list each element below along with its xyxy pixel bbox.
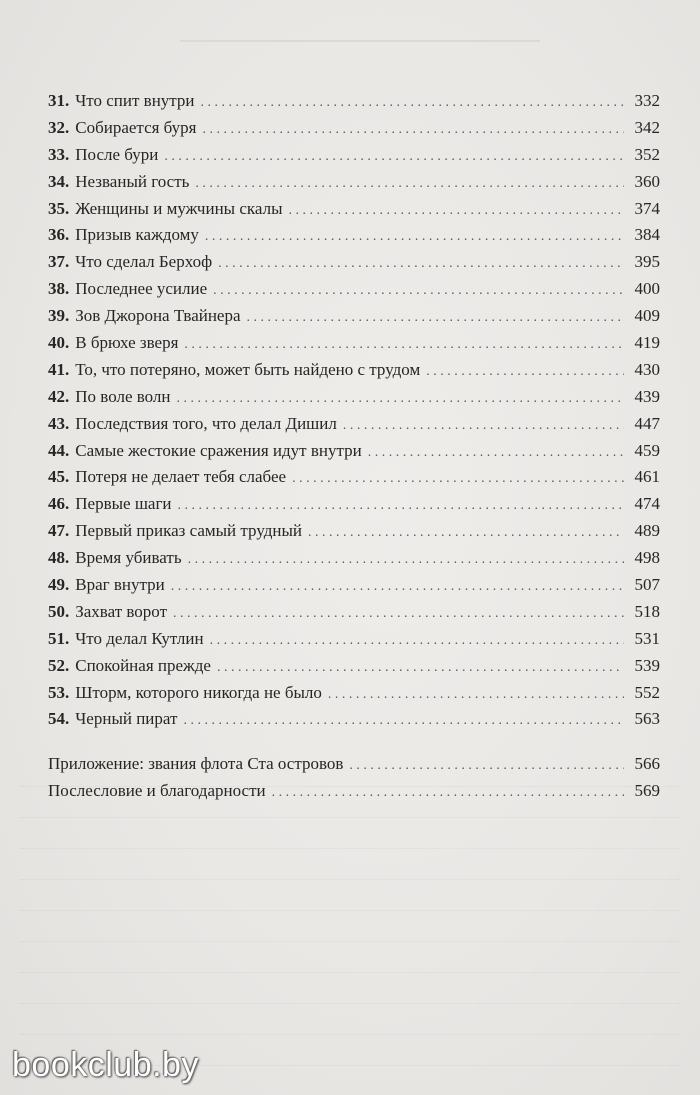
chapter-title: То, что потеряно, может быть найдено с трудом: [75, 359, 421, 379]
dot-leader: [368, 438, 624, 467]
chapter-number: 54.: [48, 709, 70, 729]
chapter-number: 43.: [48, 413, 70, 433]
toc-entry: [48, 276, 660, 303]
page-number: 374: [634, 198, 660, 218]
chapter-title: Потеря не делает тебя слабее: [75, 467, 287, 487]
toc-entry: [48, 572, 660, 599]
page-number: 332: [634, 91, 660, 110]
chapter-title: Захват ворот: [75, 601, 168, 621]
dot-leader: [205, 222, 624, 251]
chapter-number: 31.: [48, 91, 70, 110]
page-number: 474: [634, 494, 660, 514]
chapter-title: Враг внутри: [75, 575, 165, 595]
toc-entry: [48, 384, 660, 411]
toc-entry: [48, 545, 660, 572]
page-number: 419: [634, 333, 660, 353]
chapter-number: 40.: [48, 333, 70, 353]
dot-leader: [289, 196, 625, 225]
table-of-contents: [48, 88, 660, 805]
chapter-title: Шторм, которого никогда не было: [75, 682, 322, 702]
chapter-title: Что сделал Берхоф: [75, 252, 213, 272]
chapter-title: Последствия того, что делал Дишил: [75, 413, 337, 433]
toc-entry: [48, 653, 660, 680]
chapter-number: 33.: [48, 144, 70, 164]
dot-leader: [426, 357, 624, 386]
toc-entry: [48, 88, 660, 115]
chapter-title: Приложение: звания флота Ста островов: [48, 754, 344, 774]
page-number: 461: [634, 467, 660, 487]
chapter-title: Послесловие и благодарности: [48, 781, 266, 801]
page-number: 430: [634, 359, 660, 379]
toc-entry: [48, 115, 660, 142]
dot-leader: [183, 706, 624, 735]
page-number: 566: [634, 754, 660, 774]
page-number: 342: [634, 117, 660, 137]
dot-leader: [184, 330, 624, 359]
page-number: 400: [634, 279, 660, 299]
chapter-title: Призыв каждому: [75, 225, 199, 245]
chapter-number: 36.: [48, 225, 70, 245]
dot-leader: [349, 751, 624, 780]
chapter-number: 34.: [48, 171, 70, 191]
dot-leader: [188, 545, 624, 574]
dot-leader: [272, 778, 624, 807]
chapter-number: 51.: [48, 628, 70, 648]
site-watermark: bookclub.by: [12, 1046, 199, 1084]
chapter-number: 37.: [48, 252, 70, 272]
toc-spacer: [48, 733, 660, 751]
page-number: 360: [634, 171, 660, 191]
toc-entry: [48, 518, 660, 545]
page-number: 459: [634, 440, 660, 460]
page-number: 439: [634, 386, 660, 406]
page-number: 489: [634, 521, 660, 541]
dot-leader: [218, 249, 624, 278]
page-number: 539: [634, 655, 660, 675]
toc-entry: [48, 680, 660, 707]
dot-leader: [171, 572, 624, 601]
chapter-number: 52.: [48, 655, 70, 675]
page-number: 395: [634, 252, 660, 272]
chapter-title: Черный пират: [75, 709, 178, 729]
toc-entry: [48, 357, 660, 384]
chapter-title: После бури: [75, 144, 159, 164]
chapter-title: Что спит внутри: [75, 91, 195, 110]
page-number: 569: [634, 781, 660, 801]
toc-entry: [48, 142, 660, 169]
page-number: 563: [634, 709, 660, 729]
chapter-number: 39.: [48, 306, 70, 326]
chapter-title: По воле волн: [75, 386, 171, 406]
chapter-title: Собирается буря: [75, 117, 197, 137]
chapter-title: Что делал Кутлин: [75, 628, 204, 648]
chapter-number: 47.: [48, 521, 70, 541]
dot-leader: [177, 384, 624, 413]
toc-entry: [48, 169, 660, 196]
chapter-number: 49.: [48, 575, 70, 595]
toc-entry: [48, 330, 660, 357]
dot-leader: [203, 115, 625, 144]
chapter-title: Женщины и мужчины скалы: [75, 198, 283, 218]
chapter-title: Время убивать: [75, 548, 182, 568]
toc-entry: [48, 249, 660, 276]
dot-leader: [178, 491, 624, 520]
toc-entry: [48, 491, 660, 518]
chapter-title: Спокойная прежде: [75, 655, 211, 675]
toc-entry: [48, 464, 660, 491]
toc-appendix-entry: [48, 751, 660, 778]
chapter-number: 45.: [48, 467, 70, 487]
chapter-number: 32.: [48, 117, 70, 137]
dot-leader: [217, 653, 624, 682]
dot-leader: [247, 303, 624, 332]
chapter-number: 38.: [48, 279, 70, 299]
dot-leader: [201, 88, 624, 117]
page-number: 409: [634, 306, 660, 326]
dot-leader: [213, 276, 624, 305]
chapter-number: 42.: [48, 386, 70, 406]
page-number: 518: [634, 601, 660, 621]
toc-entry: [48, 599, 660, 626]
dot-leader: [328, 680, 624, 709]
toc-appendix-list: [48, 751, 660, 805]
page-number: 447: [634, 413, 660, 433]
page-number: 498: [634, 548, 660, 568]
page-number: 352: [634, 144, 660, 164]
dot-leader: [343, 411, 624, 440]
chapter-number: 48.: [48, 548, 70, 568]
chapter-title: Последнее усилие: [75, 279, 208, 299]
toc-entry: [48, 438, 660, 465]
toc-entry: [48, 222, 660, 249]
page-number: 384: [634, 225, 660, 245]
dot-leader: [164, 142, 624, 171]
toc-entry: [48, 303, 660, 330]
chapter-title: Самые жестокие сражения идут внутри: [75, 440, 362, 460]
dot-leader: [292, 464, 624, 493]
chapter-title: В брюхе зверя: [75, 333, 179, 353]
page-number: 552: [634, 682, 660, 702]
toc-appendix-entry: [48, 778, 660, 805]
toc-entry: [48, 411, 660, 438]
chapter-number: 44.: [48, 440, 70, 460]
toc-entry: [48, 706, 660, 733]
chapter-number: 35.: [48, 198, 70, 218]
toc-entry: [48, 626, 660, 653]
chapter-title: Незваный гость: [75, 171, 190, 191]
chapter-title: Первые шаги: [75, 494, 172, 514]
dot-leader: [308, 518, 624, 547]
dot-leader: [173, 599, 624, 628]
bleed-through-header-line: [180, 40, 540, 42]
chapter-title: Зов Джорона Твайнера: [75, 306, 241, 326]
chapter-number: 50.: [48, 601, 70, 621]
dot-leader: [210, 626, 624, 655]
chapter-number: 53.: [48, 682, 70, 702]
chapter-number: 46.: [48, 494, 70, 514]
chapter-number: 41.: [48, 359, 70, 379]
page-number: 507: [634, 575, 660, 595]
chapter-title: Первый приказ самый трудный: [75, 521, 303, 541]
toc-chapter-list: [48, 88, 660, 733]
page-number: 531: [634, 628, 660, 648]
toc-entry: [48, 196, 660, 223]
bleed-through-reverse-text: [20, 760, 680, 1080]
dot-leader: [195, 169, 624, 198]
